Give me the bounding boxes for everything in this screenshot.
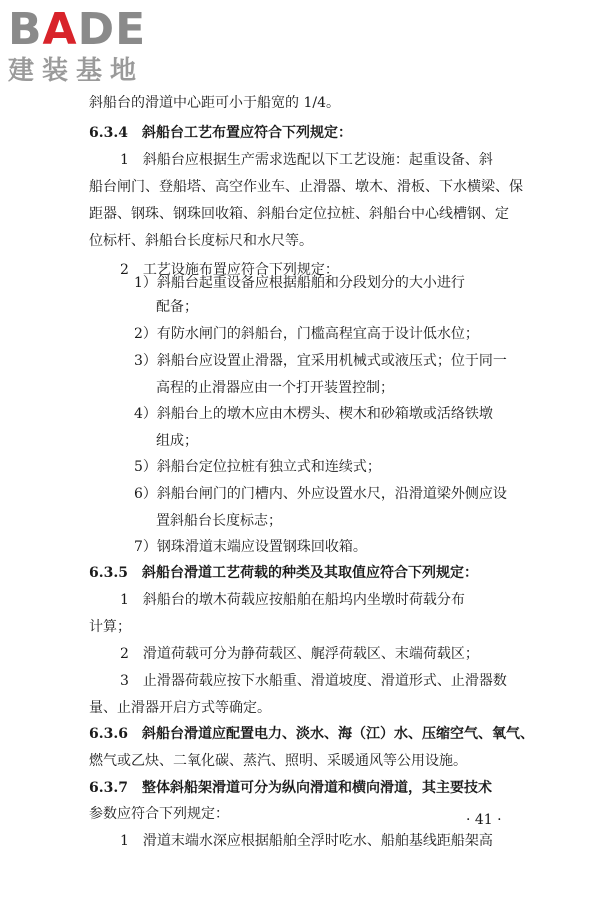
logo-letter-b: B <box>8 4 43 55</box>
text-line: 2 工艺设施布置应符合下列规定： <box>120 262 339 278</box>
text-line: 量、止滑器开启方式等确定。 <box>89 700 271 716</box>
logo-letters-de: DE <box>77 4 147 55</box>
text-line: 配备； <box>156 299 198 315</box>
text-line: 3 止滑器荷载应按下水船重、滑道坡度、滑道形式、止滑器数 <box>120 673 507 689</box>
section-heading-6-3-6: 6.3.6 斜船台滑道应配置电力、淡水、海（江）水、压缩空气、氧气、 <box>89 726 534 742</box>
logo-letter-a: A <box>42 4 78 55</box>
list-item: 1）斜船台起重设备应根据船舶和分段划分的大小进行 <box>134 275 465 291</box>
text-line: 置斜船台长度标志； <box>156 513 282 529</box>
text-line: 距器、钢珠、钢珠回收箱、斜船台定位拉桩、斜船台中心线槽钢、定 <box>89 206 509 222</box>
brand-logo <box>8 6 146 86</box>
section-heading-6-3-5: 6.3.5 斜船台滑道工艺荷载的种类及其取值应符合下列规定： <box>89 565 478 581</box>
list-item: 5）斜船台定位拉桩有独立式和连续式； <box>134 459 381 475</box>
text-line: 位标杆、斜船台长度标尺和水尺等。 <box>89 233 313 249</box>
text-line: 1 滑道末端水深应根据船舶全浮时吃水、船舶基线距船架高 <box>120 833 493 849</box>
logo-subtitle: 建装基地 <box>8 56 145 86</box>
text-line: 斜船台的滑道中心距可小于船宽的 1/4。 <box>89 95 340 111</box>
list-item: 3）斜船台应设置止滑器，宜采用机械式或液压式；位于同一 <box>134 353 507 369</box>
text-line: 组成； <box>156 433 198 449</box>
logo-wordmark <box>8 6 146 54</box>
text-line: 高程的止滑器应由一个打开装置控制； <box>156 380 394 396</box>
list-item: 4）斜船台上的墩木应由木楞头、楔木和砂箱墩或活络铁墩 <box>134 406 493 422</box>
list-item: 6）斜船台闸门的门槽内、外应设置水尺，沿滑道梁外侧应设 <box>134 486 507 502</box>
section-heading-6-3-7: 6.3.7 整体斜船架滑道可分为纵向滑道和横向滑道，其主要技术 <box>89 780 492 796</box>
list-item: 2）有防水闸门的斜船台，门槛高程宜高于设计低水位； <box>134 326 479 342</box>
text-line: 计算； <box>89 619 131 635</box>
page-number: · 41 · <box>466 812 502 828</box>
text-line: 1 斜船台的墩木荷载应按船舶在船坞内坐墩时荷载分布 <box>120 592 465 608</box>
text-line: 1 斜船台应根据生产需求选配以下工艺设施：起重设备、斜 <box>120 152 493 168</box>
section-heading-6-3-4: 6.3.4 斜船台工艺布置应符合下列规定： <box>89 125 352 141</box>
text-line: 船台闸门、登船塔、高空作业车、止滑器、墩木、滑板、下水横梁、保 <box>89 179 523 195</box>
list-item: 7）钢珠滑道末端应设置钢珠回收箱。 <box>134 539 367 555</box>
text-line: 燃气或乙炔、二氧化碳、蒸汽、照明、采暖通风等公用设施。 <box>89 753 467 769</box>
text-line: 参数应符合下列规定： <box>89 806 229 822</box>
text-line: 2 滑道荷载可分为静荷载区、艉浮荷载区、末端荷载区； <box>120 646 479 662</box>
